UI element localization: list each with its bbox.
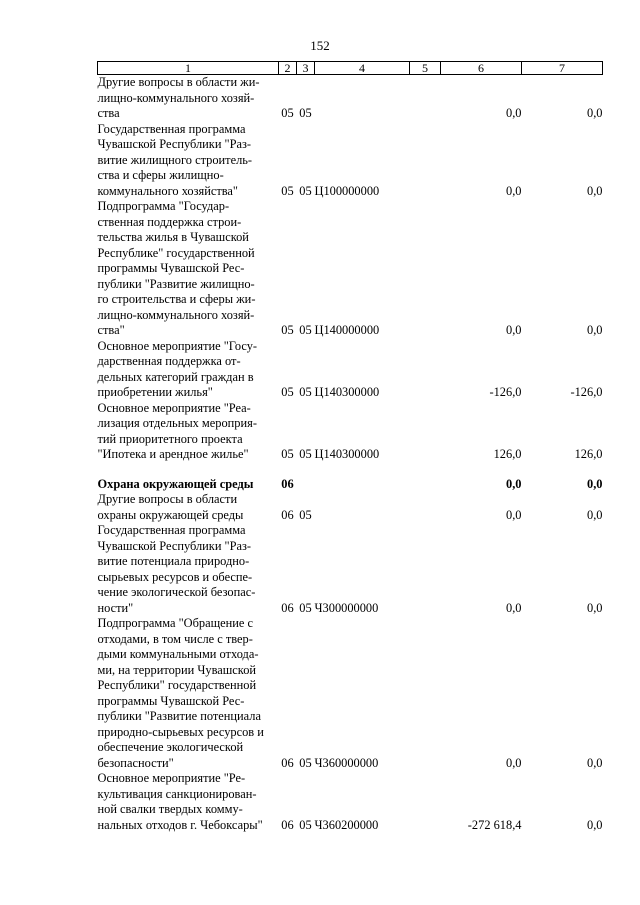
header-row	[98, 62, 603, 75]
row-expense-type	[410, 477, 441, 493]
row-target-code	[315, 75, 410, 122]
row-target-code: Ц140300000	[314, 385, 380, 399]
row-section: 06	[281, 507, 294, 522]
row-subsection: 05	[299, 106, 312, 120]
column-header: 6	[441, 62, 522, 75]
column-header: 7	[522, 62, 603, 75]
spacer-cell	[98, 463, 603, 477]
row-amount-1: 0,0	[506, 507, 522, 522]
spacer-row	[98, 463, 603, 477]
row-section: 05	[281, 447, 294, 461]
table-row	[98, 523, 603, 616]
row-amount-1: 0,0	[506, 600, 522, 615]
row-name: Подпрограмма "Государ- ственная поддержка строи- тельства жилья в Чувашской Республике" государственной программы Чувашской Рес- публики "Развитие жилищно- го строительства и сферы жи- лищно-коммунального хозяй- ства"	[97, 199, 256, 337]
row-name: Другие вопросы в области жи- лищно-коммунального хозяй- ства	[97, 75, 260, 120]
row-name: Другие вопросы в области охраны окружающей среды	[97, 492, 244, 522]
row-amount-1: 0,0	[506, 755, 522, 770]
column-header: 1	[98, 62, 279, 75]
row-amount-1: 126,0	[493, 447, 522, 461]
column-header: 3	[297, 62, 315, 75]
row-subsection: 05	[299, 323, 312, 337]
row-section: 05	[281, 106, 294, 120]
row-section: 06	[281, 476, 294, 491]
row-subsection: 05	[299, 817, 312, 832]
row-expense-type	[410, 75, 441, 122]
row-amount-2: 0,0	[587, 106, 603, 120]
column-header: 5	[410, 62, 441, 75]
row-amount-2: 0,0	[587, 183, 603, 198]
row-expense-type	[410, 339, 441, 401]
row-expense-type	[410, 771, 441, 833]
row-amount-2: 0,0	[587, 755, 603, 770]
row-amount-1: 0,0	[506, 106, 522, 120]
row-target-code: Ц140000000	[314, 323, 380, 337]
row-amount-1: -126,0	[489, 385, 522, 399]
row-name: Основное мероприятие "Реа- лизация отдельных мероприя- тий приоритетного проекта "Ипотека и арендное жилье"	[97, 400, 257, 461]
row-name: Государственная программа Чувашской Республики "Раз- витие потенциала природно- сырьевых ресурсов и обеспе- чение экологической безопас- ности"	[97, 523, 256, 615]
row-amount-2: 0,0	[587, 817, 603, 832]
row-subsection: 05	[299, 385, 312, 399]
table-row-section-total	[98, 477, 603, 493]
row-subsection: 05	[299, 507, 312, 522]
row-amount-1: 0,0	[506, 183, 522, 198]
row-expense-type	[410, 122, 441, 200]
row-amount-1: 0,0	[506, 323, 522, 337]
table-row	[98, 401, 603, 463]
row-target-code	[315, 477, 410, 493]
budget-table	[97, 61, 603, 833]
column-header: 4	[315, 62, 410, 75]
row-amount-2: 0,0	[587, 600, 603, 615]
row-target-code	[315, 492, 410, 523]
table-row	[98, 339, 603, 401]
row-amount-2: 0,0	[587, 476, 603, 491]
row-amount-2: 126,0	[574, 447, 603, 461]
row-expense-type	[410, 523, 441, 616]
row-subsection: 05	[299, 600, 312, 615]
page-number: 152	[310, 38, 330, 53]
row-amount-2: 0,0	[587, 507, 603, 522]
row-name: Подпрограмма "Обращение с отходами, в том числе с твер- дыми коммунальными отхода- ми, на территории Чувашской Республики" государственной программы Чувашской Рес- публики "Развитие потенциала природно-сырьевых ресурсов и обеспечение экологической безопасности"	[97, 616, 264, 770]
column-header: 2	[279, 62, 297, 75]
row-amount-2: -126,0	[570, 385, 603, 399]
row-target-code: Ц100000000	[314, 183, 380, 198]
row-section: 05	[281, 183, 294, 198]
table-row	[98, 199, 603, 339]
row-expense-type	[410, 199, 441, 339]
row-expense-type	[410, 401, 441, 463]
row-section: 05	[281, 385, 294, 399]
row-expense-type	[410, 492, 441, 523]
row-target-code: Ч300000000	[314, 600, 379, 615]
row-subsection: 05	[299, 755, 312, 770]
row-section: 06	[281, 600, 294, 615]
row-target-code: Ч360200000	[314, 817, 379, 832]
row-amount-1: -272 618,4	[467, 817, 522, 832]
row-subsection	[297, 477, 315, 493]
row-amount-1: 0,0	[506, 476, 522, 491]
table-row	[98, 122, 603, 200]
row-name: Основное мероприятие "Госу- дарственная поддержка от- дельных категорий граждан в приобретении жилья"	[97, 338, 258, 399]
row-name: Охрана окружающей среды	[97, 476, 254, 491]
row-subsection: 05	[299, 447, 312, 461]
table-row	[98, 616, 603, 771]
row-section: 06	[281, 755, 294, 770]
row-amount-2: 0,0	[587, 323, 603, 337]
table-row	[98, 771, 603, 833]
row-name: Государственная программа Чувашской Республики "Раз- витие жилищного строитель- ства и сферы жилищно- коммунального хозяйства"	[97, 121, 253, 198]
row-section: 05	[281, 323, 294, 337]
row-subsection: 05	[299, 183, 312, 198]
row-section: 06	[281, 817, 294, 832]
row-expense-type	[410, 616, 441, 771]
table-row	[98, 492, 603, 523]
row-target-code: Ц140300000	[314, 447, 380, 461]
row-target-code: Ч360000000	[314, 755, 379, 770]
table-row	[98, 75, 603, 122]
row-name: Основное мероприятие "Ре- культивация санкционирован- ной свалки твердых комму- нальных отходов г. Чебоксары"	[97, 771, 263, 832]
